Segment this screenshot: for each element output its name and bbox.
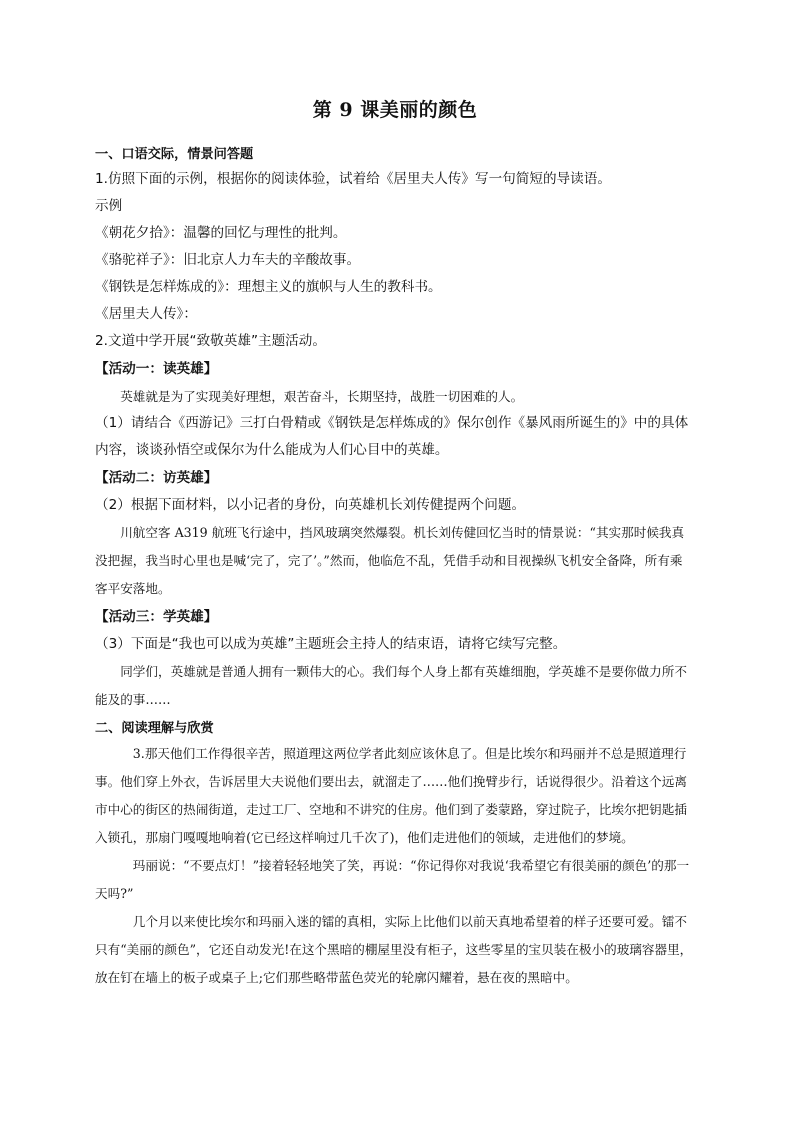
- activity-3-question: （3）下面是“我也可以成为英雄”主题班会主持人的结束语，请将它续写完整。: [95, 636, 567, 652]
- activity-2-question: （2）根据下面材料，以小记者的身份，向英雄机长刘传健提两个问题。: [95, 497, 526, 513]
- reading-paragraph: 3.那天他们工作得很辛苦，照道理这两位学者此刻应该休息了。但是比埃尔和玛丽并不总是照道理行事。他们穿上外衣，告诉居里大夫说他们要出去，就溜走了……他们挽臂步行，话说得很少。沿着这个远离市中心的街区的热闹街道，走过工厂、空地和不讲究的住房。他们到了娄蒙路，穿过院子，比埃尔把钥匙插入锁孔，那扇门嘎嘎地响着(它已经这样响过几千次了)，他们走进他们的领域，走进他们的梦境。: [95, 746, 687, 845]
- example-line: 《钢铁是怎样炼成的》：理想主义的旗帜与人生的教科书。: [95, 279, 442, 295]
- question-1: 1.仿照下面的示例，根据你的阅读体验，试着给《居里夫人传》写一句简短的导读语。: [95, 171, 611, 187]
- example-line: 《骆驼祥子》：旧北京人力车夫的辛酸故事。: [95, 252, 361, 268]
- reading-paragraph: 几个月以来使比埃尔和玛丽入迷的镭的真相，实际上比他们以前天真地希望着的样子还要可爱。镭不只有“美丽的颜色”，它还自动发光!在这个黑暗的棚屋里没有柜子，这些零星的宝贝装在极小的玻璃容器里，放在钉在墙上的板子或桌子上;它们那些略带蓝色荧光的轮廓闪耀着，悬在夜的黑暗中。: [95, 914, 693, 985]
- activity-2-material: 川航空客 A319 航班飞行途中，挡风玻璃突然爆裂。机长刘传健回忆当时的情景说：“其实那时候我真没把握，我当时心里也是喊‘完了，完了’。”然而，他临危不乱，凭借手动和目视操纵飞机安全备降，所有乘客平安落地。: [95, 525, 685, 596]
- question-2: 2.文道中学开展“致敬英雄”主题活动。: [95, 333, 326, 349]
- page-title: 第 9 课美丽的颜色: [312, 99, 478, 121]
- section-heading-oral: 一、口语交际，情景问答题: [95, 147, 254, 162]
- example-label: 示例: [95, 198, 123, 214]
- activity-1-question: （1）请结合《西游记》三打白骨精或《钢铁是怎样炼成的》保尔创作《暴风雨所诞生的》中的具体内容，谈谈孙悟空或保尔为什么能成为人们心目中的英雄。: [95, 415, 689, 458]
- document-page: [95, 95, 695, 992]
- activity-3-heading: 【活动三：学英雄】: [95, 609, 218, 625]
- activity-3-material: 同学们，英雄就是普通人拥有一颗伟大的心。我们每个人身上都有英雄细胞，学英雄不是要你做力所不能及的事……: [95, 664, 687, 707]
- example-line: 《朝花夕拾》：温馨的回忆与理性的批判。: [95, 225, 347, 241]
- activity-1-quote: 英雄就是为了实现美好理想，艰苦奋斗，长期坚持，战胜一切困难的人。: [120, 389, 524, 404]
- section-heading-reading: 二、阅读理解与欣赏: [95, 721, 214, 736]
- reading-paragraph: 玛丽说：“不要点灯！”接着轻轻地笑了笑，再说：“你记得你对我说‘我希望它有很美丽的颜色’的那一天吗?”: [95, 858, 690, 901]
- activity-1-heading: 【活动一：读英雄】: [95, 361, 218, 377]
- activity-2-heading: 【活动二：访英雄】: [95, 470, 218, 486]
- example-line: 《居里夫人传》：: [95, 306, 197, 322]
